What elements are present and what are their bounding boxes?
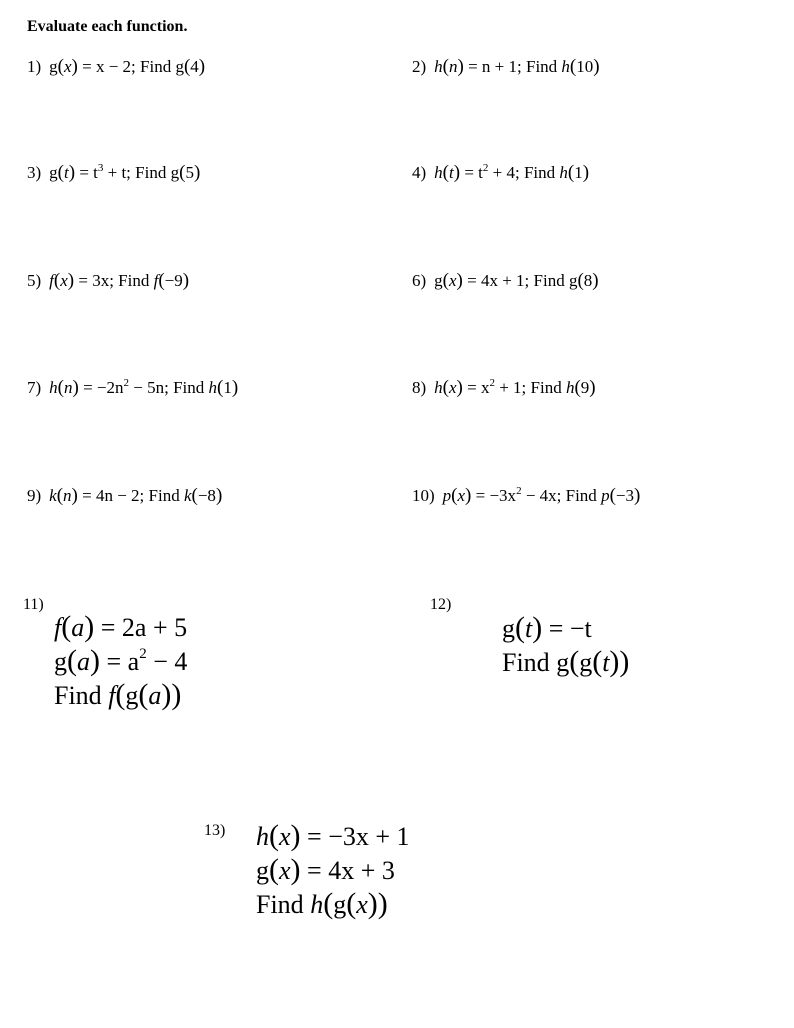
problem-12-line-2: Find g(g(t)) [502,645,630,678]
find-label: Find [135,163,167,182]
problem-11 [54,610,187,712]
function-name: h [434,163,443,182]
function-rule: = t [75,163,98,182]
find-label: Find [533,271,565,290]
function-arg: x [60,271,68,290]
function-rule: = 4n − 2; [77,486,145,505]
function-rule-tail: + 1; [494,378,527,397]
find-value: −9 [164,271,183,290]
exponent: 2 [482,162,489,174]
function-rule: = 4x + 1; [462,271,530,290]
find-function: h [561,57,570,76]
problem-number: 7) [27,378,42,397]
problem-number: 5) [27,271,42,290]
problem-13-line-1: h(x) = −3x + 1 [256,819,410,852]
function-rule-tail: − 5n; [129,378,169,397]
exponent: 2 [489,377,495,389]
problem-13 [256,819,410,921]
find-function: k [183,486,192,505]
find-value: −8 [197,486,216,505]
function-arg: n [64,378,73,397]
find-label: Find [173,378,205,397]
function-name: g [434,271,443,290]
problem-number: 8) [412,378,427,397]
find-function: h [208,378,218,397]
find-function: h [559,163,568,182]
function-name: f [49,271,54,290]
problem-13-number: 13) [204,822,226,839]
problem-12-line-1: g(t) = −t [502,611,592,644]
function-name: g [49,163,58,182]
function-name: h [434,378,443,397]
find-label: Find [140,57,172,76]
function-arg: n [449,57,458,76]
problem-13-line-2: g(x) = 4x + 3 [256,853,395,886]
problem-number: 6) [412,271,427,290]
find-function: g [568,271,578,290]
find-function: g [170,163,180,182]
find-value: −3 [615,486,634,505]
problem-number: 3) [27,163,42,182]
exponent: 3 [97,162,104,174]
find-label: Find [118,271,150,290]
problem-11-number: 11) [23,596,44,613]
exponent: 2 [123,377,130,389]
function-rule-tail: + 4; [488,163,520,182]
exponent: 2 [516,485,522,497]
problem-number: 9) [27,486,42,505]
find-function: h [565,378,575,397]
function-name: g [49,57,58,76]
problem-1: 1) g(x) = x − 2; Find g(4) [27,56,206,77]
problem-4: 4) $h(t) = t^2 + 4$; Find h(1) [412,162,590,183]
find-label: Find [525,57,558,76]
problem-12-number: 12) [430,596,452,613]
function-rule-tail: − 4x; [521,486,562,505]
function-rule: = x [462,378,490,397]
problem-9: 9) k(n) = 4n − 2; Find k(−8) [27,485,223,506]
function-arg: t [64,163,69,182]
function-rule: = n + 1; [463,57,522,76]
problem-12 [502,611,629,679]
find-value: 1 [574,163,583,182]
problem-6: 6) g(x) = 4x + 1; Find g(8) [412,270,599,291]
problem-number: 10) [412,486,435,505]
problem-7: 7) $h(n) = -2n^2 - 5n$; Find h(1) [27,377,239,398]
problem-8: 8) $h(x) = x^2 + 1$; Find h(9) [412,377,596,398]
function-arg: x [64,57,72,76]
worksheet-title: Evaluate each function. [27,18,188,35]
problem-3: 3) $g(t) = t^3 + t$; Find g(5) [27,162,201,183]
find-value: 10 [576,57,594,76]
find-label: Find [565,486,597,505]
function-arg: t [449,163,454,182]
find-function: g [175,57,184,76]
find-value: 1 [223,378,232,397]
function-rule: = 3x; [74,271,114,290]
problem-2: 2) h(n) = n + 1; Find h(10) [412,56,600,77]
function-name: p [442,486,452,505]
find-value: 8 [583,271,593,290]
function-arg: x [449,378,457,397]
problem-11-line-2: $g(a) = a^2 - 4$ [54,644,188,677]
find-function: p [601,486,610,505]
function-name: k [49,486,57,505]
find-value: 4 [190,57,199,76]
function-name: h [434,57,443,76]
find-label: Find [523,163,556,182]
function-name: h [49,378,58,397]
function-rule-tail: + t; [103,163,131,182]
problem-10: 10) $p(x) = -3x^2 - 4x$; Find p(−3) [412,485,641,506]
problem-11-line-3: Find f(g(a)) [54,678,182,711]
problem-5: 5) f(x) = 3x; Find f(−9) [27,270,190,291]
function-rule: = t [460,163,483,182]
problem-number: 2) [412,57,427,76]
function-rule: = −3x [471,486,517,505]
function-arg: n [63,486,72,505]
function-arg: x [457,486,466,505]
function-rule: = x − 2; [77,57,136,76]
problem-13-line-3: Find h(g(x)) [256,887,388,920]
find-value: 9 [580,378,590,397]
find-value: 5 [185,163,194,182]
problem-11-line-1: f(a) = 2a + 5 [54,610,188,643]
find-label: Find [530,378,562,397]
find-function: f [153,271,159,290]
function-rule: = −2n [78,378,124,397]
function-arg: x [449,271,457,290]
problem-number: 4) [412,163,427,182]
problem-number: 1) [27,57,42,76]
find-label: Find [148,486,180,505]
